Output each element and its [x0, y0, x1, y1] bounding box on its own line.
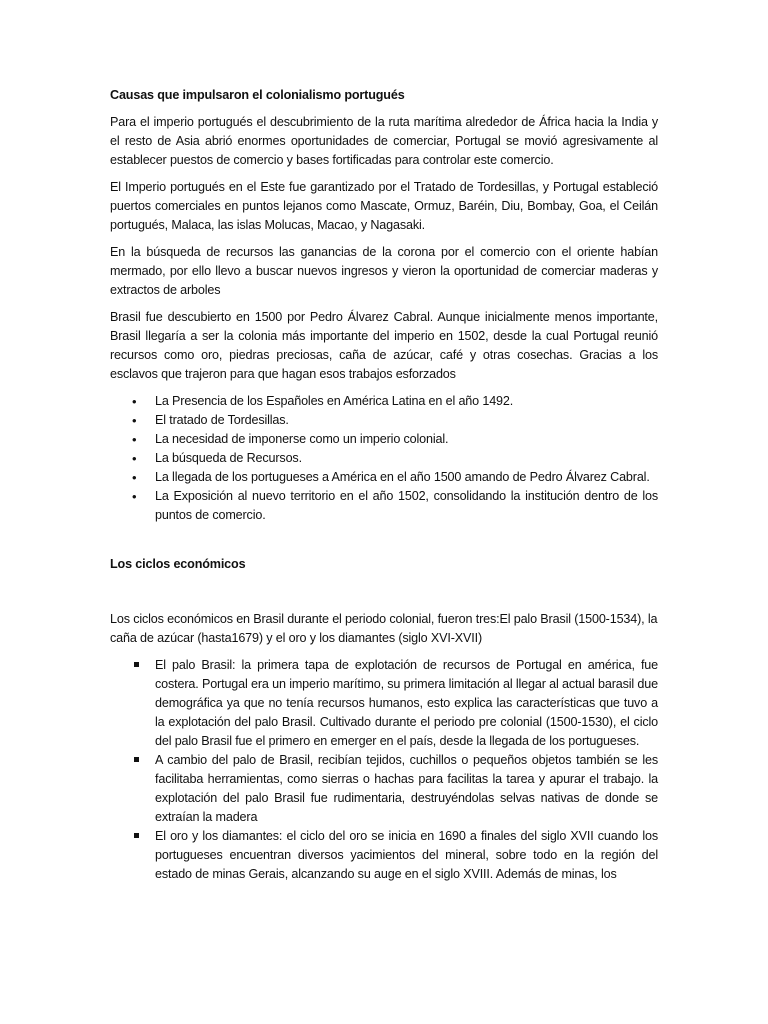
list-item: • La llegada de los portugueses a América en el año 1500 amando de Pedro Álvarez Cabral.: [110, 468, 658, 487]
list-item: El palo Brasil: la primera tapa de explotación de recursos de Portugal en américa, fue costera. Portugal era un imperio marítimo, su primera limitación al llegar al actual barasil due demográfica ya que no tenía recursos humanos, esto explica las características que tuvo a la explotación del palo Brasil. Cultivado durante el periodo pre colonial (1500-1530), el ciclo del palo Brasil fue el primero en emerger en el país, desde la llegada de los portugueses.: [110, 656, 658, 751]
list-item: A cambio del palo de Brasil, recibían tejidos, cuchillos o pequeños objetos también se les facilitaba herramientas, como sierras o hachas para facilitas la tarea y apurar el trabajo. la explotación del palo Brasil fue rudimentaria, destruyéndolas selvas nativas de donde se extraían la madera: [110, 751, 658, 827]
section-heading-ciclos: Los ciclos económicos: [110, 557, 246, 571]
list-item: • La necesidad de imponerse como un imperio colonial.: [110, 430, 658, 449]
paragraph-busqueda-recursos: En la búsqueda de recursos las ganancias de la corona por el comercio con el oriente habían mermado, por ello llevo a buscar nuevos ingresos y vieron la oportunidad de comerciar maderas y extractos de arboles: [110, 245, 658, 297]
list-item: • La Presencia de los Españoles en América Latina en el año 1492.: [110, 392, 658, 411]
paragraph-ciclos-intro: Los ciclos económicos en Brasil durante el periodo colonial, fueron tres:El palo Brasil (1500-1534), la caña de azúcar (hasta1679) y el oro y los diamantes (siglo XVI-XVII): [110, 612, 658, 645]
document-page: [110, 86, 658, 892]
list-item: • El tratado de Tordesillas.: [110, 411, 658, 430]
causes-bullet-list: [110, 392, 658, 525]
section-heading-causas: Causas que impulsaron el colonialismo portugués: [110, 88, 405, 102]
list-item: • La búsqueda de Recursos.: [110, 449, 658, 468]
list-item: El oro y los diamantes: el ciclo del oro se inicia en 1690 a finales del siglo XVII cuando los portugueses encuentran diversos yacimientos del mineral, sobre todo en la región del estado de minas Gerais, alcanzando su auge en el siglo XVIII. Además de minas, los: [110, 827, 658, 884]
cycles-bullet-list: [110, 656, 658, 884]
paragraph-brasil-descubierto: Brasil fue descubierto en 1500 por Pedro Álvarez Cabral. Aunque inicialmente menos importante, Brasil llegaría a ser la colonia más importante del imperio en 1502, desde la cual Portugal reunió recursos como oro, piedras preciosas, caña de azúcar, café y otras cosechas. Gracias a los esclavos que trajeron para que hagan esos trabajos esforzados: [110, 310, 658, 381]
spacer: [110, 582, 658, 610]
paragraph-imperio-este: El Imperio portugués en el Este fue garantizado por el Tratado de Tordesillas, y Portugal estableció puertos comerciales en puntos lejanos como Mascate, Ormuz, Baréin, Diu, Bombay, Goa, el Ceilán portugués, Malaca, las islas Molucas, Macao, y Nagasaki.: [110, 180, 658, 232]
paragraph-ruta-maritima: Para el imperio portugués el descubrimiento de la ruta marítima alrededor de África hacia la India y el resto de Asia abrió enormes oportunidades de comerciar, Portugal se movió agresivamente al establecer puestos de comercio y bases fortificadas para controlar este comercio.: [110, 115, 658, 167]
list-item: • La Exposición al nuevo territorio en el año 1502, consolidando la institución dentro de los puntos de comercio.: [110, 487, 658, 525]
spacer: [110, 533, 658, 555]
